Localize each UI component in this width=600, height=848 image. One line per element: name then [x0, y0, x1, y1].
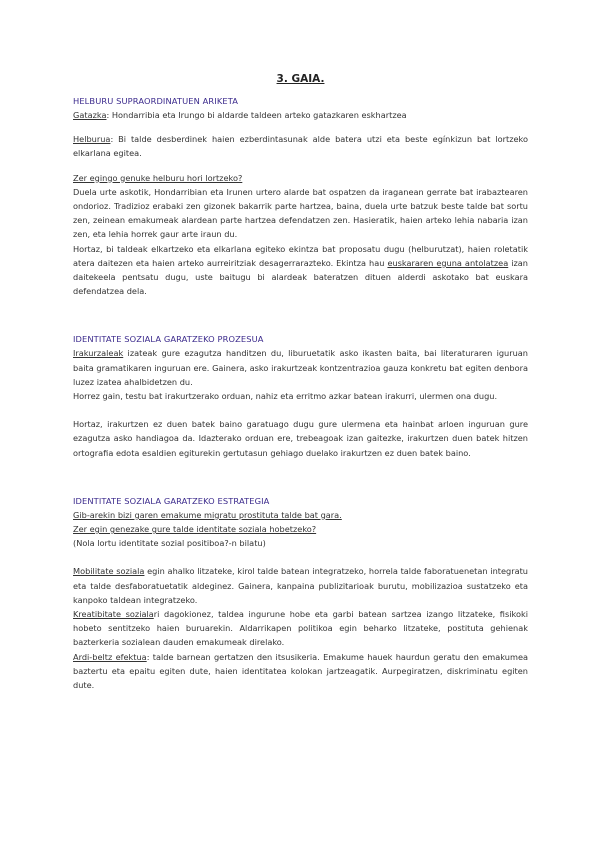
ardi-beltz-label: Ardi-beltz efektua [73, 651, 147, 662]
gatazka-line [73, 108, 528, 122]
strategy-line-1: Gib-arekin bizi garen emakume migratu prostituta talde bat gara. [73, 509, 342, 520]
helburua-label: Helburua [73, 134, 111, 145]
gatazka-label: Gatazka [73, 110, 107, 120]
strategy-line-3: (Nola lortu identitate sozial positiboa?-n bilatu) [73, 538, 266, 549]
alarde-paragraph: Duela urte askotik, Hondarribian eta Irunen urtero alarde bat ospatzen da iraganean gerrate bat irabaztearen ondorioz. Tradizioz erabaki zen gizonek bakarrik parte hartzea, baina, duela urte batzuk beste talde bat sortu zen, zeinean emakumeak alardean parte hartzea defendatzen zen. Hasieratik, haien arteko lehia nabaria izan zen, eta lehia horrek gaur arte iraun du. [73, 186, 528, 240]
mobilitate-paragraph [73, 564, 528, 607]
page-title: 3. GAIA. [276, 73, 325, 85]
irakurzaleak-paragraph [73, 346, 528, 389]
strategy-line-2: Zer egin genezake gure talde identitate soziala hobetzeko? [73, 524, 317, 535]
irakurzaleak-label: Irakurzaleak [73, 348, 124, 359]
hortaz-paragraph: Hortaz, irakurtzen ez duen batek baino garatuago dugu gure ulermena eta hainbat arloen inguruan gure ezagutza asko handiagoa da. Idazterako orduan ere, trebeagoak izan gaitezke, irakurtzen duen batek hitzen ortografia edota esaldien egiturekin gertutasun gehiago duelako irakurtzen ez duen batek baino. [73, 419, 528, 458]
proposal-underlined: euskararen eguna antolatzea [387, 257, 509, 268]
section-heading-prozesua: IDENTITATE SOZIALA GARATZEKO PROZESUA [73, 334, 264, 345]
horrez-gain-paragraph: Horrez gain, testu bat irakurtzerako orduan, nahiz eta erritmo azkar batean irakurri, ulermen ona dugu. [73, 391, 498, 402]
kreatibitate-text: ri dagokionez, taldea ingurune hobe eta garbi batean sartzea izango litzateke, fisikoki hobeto sentitzeko haien buruarekin. Aldarrikapen politikoa egin beharko litzateke, postituta gehienak bazterkeria sozialean dauden emakumeak direlako. [73, 609, 528, 648]
section-heading-helburu: HELBURU SUPRAORDINATUEN ARIKETA [73, 96, 239, 106]
proposal-paragraph [73, 242, 528, 299]
document-page [73, 72, 528, 692]
kreatibitate-label: Kreatibitate soziala [73, 609, 154, 620]
mobilitate-text: egin ahalko litzateke, kirol talde batean integratzeko, horrela talde faboratuenetan integratu eta talde desfaboratuetatik aldeginez. Gainera, kanpaina publizitarioak burutu, mobilizazioa sustatzeko eta kanpoko taldean integratzeko. [73, 566, 528, 605]
proposal-text-b: izan daitekeela pentsatu dugu, uste baitugu bi alardeak bateratzen dituen alderdi askotako bat euskara defendatzea dela. [73, 257, 528, 297]
gatazka-text: : Hondarribia eta Irungo bi aldarde taldeen arteko gatazkaren eskhartzea [106, 110, 407, 120]
kreatibitate-paragraph [73, 607, 528, 650]
section-heading-estrategia: IDENTITATE SOZIALA GARATZEKO ESTRATEGIA [73, 495, 270, 506]
helburua-text: : Bi talde desberdinek haien ezberdintasunak alde batera utzi eta beste egínkizun bat lortzeko elkarlana egitea. [73, 134, 528, 159]
question-line: Zer egingo genuke helburu hori lortzeko? [73, 172, 243, 183]
ardi-beltz-text: : talde barnean gertatzen den itsusikeria. Emakume hauek haurdun geratu den emakumea baztertu eta epaitu egiten dute, haien identitatea kolokan jartzeagatik. Aurpegiratzen, diskriminatu egiten dute. [73, 651, 529, 691]
irakurzaleak-text: izateak gure ezagutza handitzen du, liburuetatik asko ikasten baita, bai literaturaren iguruan baita gramatikaren inguruan ere. Gainera, asko irakurtzeak kontzentrazioa gauza konkretu bat egiten denbora luzez izatea ahalbidetzen du. [73, 348, 528, 387]
proposal-text-a: Hortaz, bi taldeak elkartzeko eta elkarlana egiteko ekintza bat proposatu dugu (helburutzat), haien roletatik atera daitezen eta haien arteko aurreiritziak desagerrarazteko. Ekintza hau [73, 243, 528, 268]
mobilitate-label: Mobilitate soziala [73, 566, 145, 577]
ardi-beltz-paragraph [73, 650, 528, 693]
helburua-paragraph [73, 132, 528, 160]
